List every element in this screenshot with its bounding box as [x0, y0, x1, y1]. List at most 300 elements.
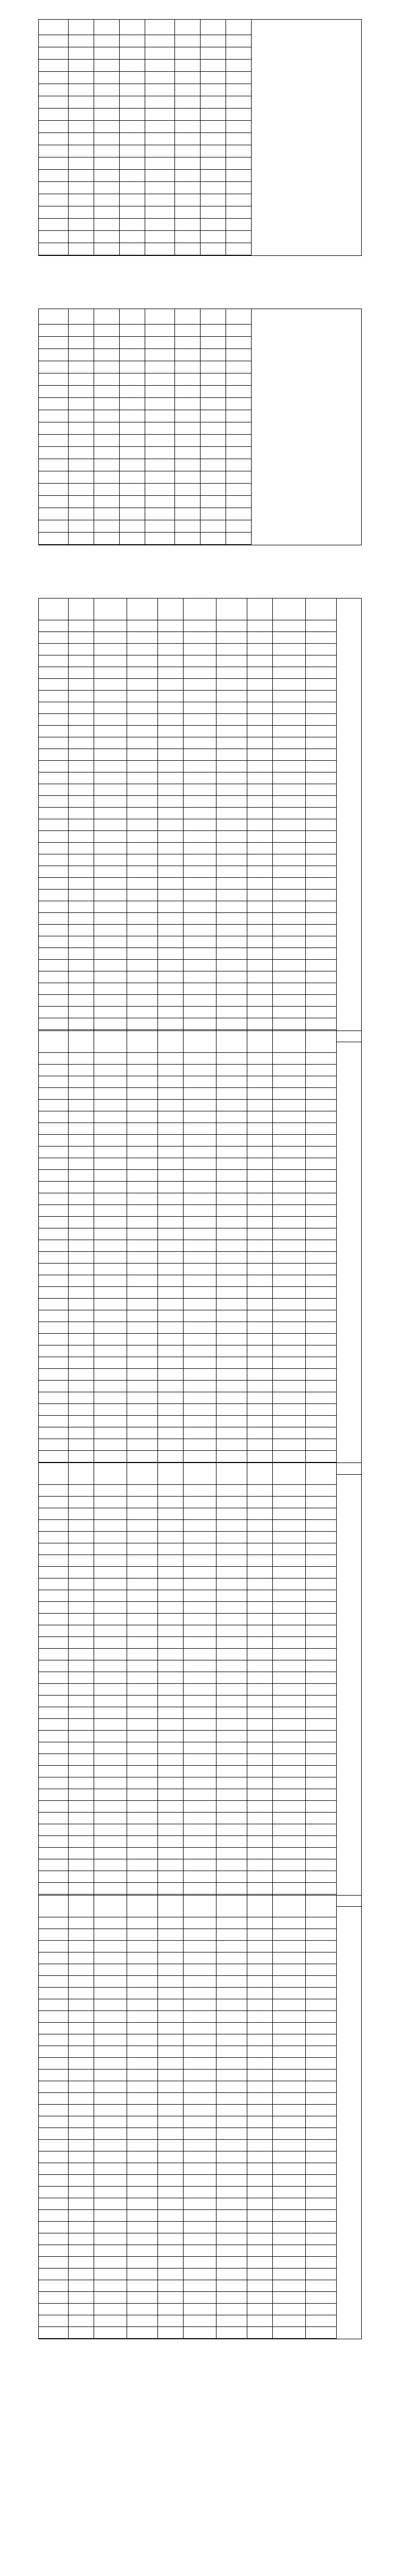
- value-cell: [184, 1813, 216, 1824]
- value-cell: [158, 1813, 184, 1824]
- value-cell: [158, 749, 184, 761]
- value-cell: [247, 1660, 273, 1672]
- value-cell: [226, 145, 252, 157]
- value-cell: [175, 459, 201, 471]
- value-cell: [94, 1789, 127, 1801]
- value-cell: [69, 1672, 94, 1684]
- value-cell: [94, 170, 120, 182]
- city-cell: [39, 1299, 69, 1310]
- city-cell: [39, 726, 69, 737]
- value-cell: [158, 1848, 184, 1859]
- value-cell: [158, 1485, 184, 1497]
- value-cell: [273, 960, 306, 971]
- value-cell: [273, 1543, 306, 1555]
- value-cell: [127, 2187, 158, 2198]
- value-cell: [127, 1988, 158, 1999]
- value-cell: [94, 819, 127, 831]
- value-cell: [127, 2327, 158, 2339]
- value-cell: [247, 1322, 273, 1334]
- value-cell: [158, 1416, 184, 1427]
- value-cell: [306, 1952, 337, 1964]
- value-cell: [69, 1205, 94, 1217]
- value-cell: [158, 1801, 184, 1813]
- value-cell: [216, 1252, 247, 1264]
- value-cell: [247, 726, 273, 737]
- value-cell: [69, 1357, 94, 1369]
- value-cell: [273, 819, 306, 831]
- value-cell: [184, 1485, 216, 1497]
- value-cell: [94, 2304, 127, 2315]
- value-cell: [158, 1789, 184, 1801]
- value-cell: [175, 47, 201, 60]
- city-cell: [39, 2023, 69, 2034]
- value-cell: [158, 2315, 184, 2327]
- value-cell: [69, 398, 94, 410]
- value-cell: [184, 1520, 216, 1532]
- value-cell: [127, 1193, 158, 1205]
- value-cell: [226, 84, 252, 96]
- city-cell: [39, 1637, 69, 1649]
- value-cell: [306, 878, 337, 890]
- value-cell: [273, 1497, 306, 1508]
- city-cell: [39, 1590, 69, 1602]
- value-cell: [216, 878, 247, 890]
- value-cell: [69, 1381, 94, 1392]
- value-cell: [226, 35, 252, 47]
- city-cell: [39, 2233, 69, 2245]
- value-cell: [69, 1625, 94, 1637]
- value-cell: [127, 1427, 158, 1439]
- value-cell: [127, 1555, 158, 1567]
- value-cell: [184, 1976, 216, 1988]
- value-cell: [69, 2105, 94, 2116]
- value-cell: [158, 1649, 184, 1660]
- value-cell: [94, 1508, 127, 1520]
- table-header-cell: [94, 309, 120, 325]
- value-cell: [94, 471, 120, 484]
- value-cell: [216, 1217, 247, 1228]
- value-cell: [247, 948, 273, 960]
- value-cell: [216, 901, 247, 913]
- value-cell: [273, 1053, 306, 1065]
- value-cell: [94, 1076, 127, 1088]
- value-cell: [306, 2198, 337, 2210]
- value-cell: [247, 1952, 273, 1964]
- city-cell: [39, 1485, 69, 1497]
- value-cell: [306, 2304, 337, 2315]
- value-cell: [306, 2128, 337, 2140]
- city-cell: [145, 72, 175, 84]
- city-cell: [39, 2070, 69, 2081]
- value-cell: [94, 714, 127, 726]
- value-cell: [306, 644, 337, 655]
- value-cell: [247, 1146, 273, 1158]
- value-cell: [247, 925, 273, 936]
- value-cell: [247, 772, 273, 784]
- value-cell: [184, 1754, 216, 1766]
- value-cell: [69, 632, 94, 644]
- value-cell: [120, 219, 145, 231]
- value-cell: [216, 1707, 247, 1719]
- value-cell: [247, 1859, 273, 1871]
- value-cell: [94, 2151, 127, 2163]
- value-cell: [201, 337, 226, 349]
- value-cell: [216, 960, 247, 971]
- city-cell: [39, 349, 69, 361]
- value-cell: [216, 2315, 247, 2327]
- value-cell: [69, 1848, 94, 1859]
- value-cell: [120, 182, 145, 194]
- value-cell: [94, 386, 120, 398]
- value-cell: [127, 1696, 158, 1707]
- value-cell: [216, 2233, 247, 2245]
- value-cell: [273, 632, 306, 644]
- value-cell: [273, 737, 306, 749]
- value-cell: [184, 2315, 216, 2327]
- value-cell: [69, 1508, 94, 1520]
- value-cell: [273, 644, 306, 655]
- value-cell: [94, 1625, 127, 1637]
- value-cell: [247, 1929, 273, 1941]
- value-cell: [184, 936, 216, 948]
- value-cell: [216, 936, 247, 948]
- value-cell: [127, 667, 158, 679]
- value-cell: [69, 96, 94, 109]
- value-cell: [69, 1404, 94, 1416]
- value-cell: [69, 520, 94, 533]
- value-cell: [226, 373, 252, 386]
- value-cell: [216, 784, 247, 796]
- value-cell: [69, 1497, 94, 1508]
- table-title: [0, 2, 400, 17]
- value-cell: [175, 84, 201, 96]
- value-cell: [158, 1053, 184, 1065]
- value-cell: [127, 1766, 158, 1777]
- value-cell: [175, 471, 201, 484]
- value-cell: [247, 878, 273, 890]
- value-cell: [158, 2093, 184, 2105]
- value-cell: [127, 1590, 158, 1602]
- value-cell: [247, 1719, 273, 1731]
- value-cell: [247, 749, 273, 761]
- value-cell: [127, 1719, 158, 1731]
- value-cell: [94, 398, 120, 410]
- value-cell: [273, 655, 306, 667]
- value-cell: [94, 1053, 127, 1065]
- value-cell: [127, 1123, 158, 1135]
- city-cell: [39, 1672, 69, 1684]
- city-cell: [39, 1310, 69, 1322]
- value-cell: [127, 1637, 158, 1649]
- value-cell: [158, 1602, 184, 1614]
- value-cell: [158, 1252, 184, 1264]
- value-cell: [184, 1088, 216, 1100]
- value-cell: [94, 194, 120, 206]
- value-cell: [216, 1789, 247, 1801]
- value-cell: [127, 2058, 158, 2070]
- value-cell: [94, 1976, 127, 1988]
- city-cell: [145, 447, 175, 459]
- value-cell: [94, 1381, 127, 1392]
- value-cell: [226, 496, 252, 508]
- value-cell: [216, 2304, 247, 2315]
- value-cell: [158, 1999, 184, 2011]
- value-cell: [69, 1917, 94, 1929]
- value-cell: [69, 243, 94, 255]
- value-cell: [226, 60, 252, 72]
- value-cell: [216, 2222, 247, 2233]
- value-cell: [69, 913, 94, 925]
- value-cell: [184, 1076, 216, 1088]
- value-cell: [216, 1381, 247, 1392]
- city-cell: [39, 1275, 69, 1287]
- value-cell: [94, 72, 120, 84]
- value-cell: [127, 1369, 158, 1381]
- value-cell: [273, 1532, 306, 1543]
- value-cell: [247, 2304, 273, 2315]
- value-cell: [306, 854, 337, 866]
- city-cell: [39, 925, 69, 936]
- value-cell: [273, 2116, 306, 2128]
- value-cell: [158, 2151, 184, 2163]
- value-cell: [306, 1275, 337, 1287]
- value-cell: [216, 1299, 247, 1310]
- value-cell: [158, 2233, 184, 2245]
- value-cell: [273, 1929, 306, 1941]
- value-cell: [94, 890, 127, 901]
- value-cell: [226, 133, 252, 145]
- value-cell: [127, 995, 158, 1007]
- city-cell: [145, 435, 175, 447]
- value-cell: [273, 1731, 306, 1742]
- value-cell: [127, 1917, 158, 1929]
- value-cell: [216, 1742, 247, 1754]
- city-cell: [145, 182, 175, 194]
- value-cell: [306, 843, 337, 854]
- value-cell: [273, 784, 306, 796]
- value-cell: [226, 206, 252, 219]
- value-cell: [127, 1614, 158, 1625]
- value-cell: [120, 447, 145, 459]
- city-cell: [39, 1917, 69, 1929]
- value-cell: [69, 1182, 94, 1193]
- value-cell: [273, 1088, 306, 1100]
- value-cell: [216, 1754, 247, 1766]
- value-cell: [120, 325, 145, 337]
- value-cell: [201, 533, 226, 545]
- value-cell: [226, 459, 252, 471]
- value-cell: [94, 157, 120, 170]
- value-cell: [306, 714, 337, 726]
- value-cell: [94, 1988, 127, 1999]
- value-cell: [216, 2128, 247, 2140]
- value-cell: [226, 361, 252, 373]
- value-cell: [216, 1416, 247, 1427]
- table-header-cell: [216, 1896, 247, 1917]
- value-cell: [69, 337, 94, 349]
- value-cell: [184, 1684, 216, 1696]
- value-cell: [247, 632, 273, 644]
- value-cell: [247, 679, 273, 691]
- value-cell: [247, 1427, 273, 1439]
- table-header-cell: [306, 599, 337, 620]
- value-cell: [127, 784, 158, 796]
- value-cell: [184, 913, 216, 925]
- city-cell: [39, 1555, 69, 1567]
- value-cell: [273, 2268, 306, 2280]
- value-cell: [247, 1287, 273, 1299]
- value-cell: [175, 157, 201, 170]
- value-cell: [306, 1976, 337, 1988]
- value-cell: [69, 386, 94, 398]
- table-header-cell: [158, 599, 184, 620]
- value-cell: [184, 2222, 216, 2233]
- value-cell: [94, 496, 120, 508]
- value-cell: [127, 1964, 158, 1976]
- value-cell: [94, 1322, 127, 1334]
- value-cell: [216, 1053, 247, 1065]
- value-cell: [184, 1731, 216, 1742]
- value-cell: [94, 2093, 127, 2105]
- value-cell: [247, 620, 273, 632]
- value-cell: [273, 2198, 306, 2210]
- value-cell: [120, 157, 145, 170]
- table-header-cell: [273, 1031, 306, 1053]
- value-cell: [273, 1719, 306, 1731]
- value-cell: [216, 772, 247, 784]
- city-cell: [39, 447, 69, 459]
- value-cell: [69, 349, 94, 361]
- value-cell: [216, 2081, 247, 2093]
- value-cell: [184, 1275, 216, 1287]
- value-cell: [127, 1322, 158, 1334]
- value-cell: [127, 726, 158, 737]
- value-cell: [158, 2187, 184, 2198]
- value-cell: [158, 831, 184, 843]
- value-cell: [273, 2292, 306, 2304]
- value-cell: [216, 890, 247, 901]
- value-cell: [247, 2070, 273, 2081]
- value-cell: [184, 1369, 216, 1381]
- value-cell: [69, 471, 94, 484]
- value-cell: [216, 2163, 247, 2175]
- city-cell: [145, 243, 175, 255]
- value-cell: [69, 1567, 94, 1578]
- value-cell: [158, 1532, 184, 1543]
- value-cell: [158, 2140, 184, 2151]
- value-cell: [184, 2058, 216, 2070]
- value-cell: [306, 620, 337, 632]
- value-cell: [120, 435, 145, 447]
- value-cell: [184, 1543, 216, 1555]
- value-cell: [247, 890, 273, 901]
- value-cell: [94, 435, 120, 447]
- value-cell: [216, 983, 247, 995]
- value-cell: [94, 1427, 127, 1439]
- value-cell: [216, 1719, 247, 1731]
- value-cell: [127, 1824, 158, 1836]
- value-cell: [69, 1813, 94, 1824]
- city-cell: [39, 667, 69, 679]
- table-header-cell: [184, 1463, 216, 1485]
- value-cell: [120, 47, 145, 60]
- value-cell: [94, 960, 127, 971]
- city-cell: [145, 35, 175, 47]
- value-cell: [127, 890, 158, 901]
- value-cell: [216, 1158, 247, 1170]
- value-cell: [216, 1999, 247, 2011]
- city-cell: [39, 2140, 69, 2151]
- table-header-cell: [69, 1463, 94, 1485]
- city-cell: [39, 1508, 69, 1520]
- city-cell: [39, 35, 69, 47]
- value-cell: [69, 1532, 94, 1543]
- value-cell: [158, 1696, 184, 1707]
- value-cell: [94, 866, 127, 878]
- table-header-cell: [39, 1031, 69, 1053]
- value-cell: [306, 2011, 337, 2023]
- city-cell: [39, 1088, 69, 1100]
- value-cell: [273, 808, 306, 819]
- value-cell: [69, 1193, 94, 1205]
- value-cell: [306, 1742, 337, 1754]
- value-cell: [273, 866, 306, 878]
- value-cell: [94, 1614, 127, 1625]
- value-cell: [216, 1334, 247, 1345]
- value-cell: [69, 1275, 94, 1287]
- city-cell: [39, 484, 69, 496]
- value-cell: [306, 2292, 337, 2304]
- value-cell: [184, 761, 216, 772]
- value-cell: [69, 644, 94, 655]
- city-cell: [39, 1941, 69, 1952]
- value-cell: [273, 971, 306, 983]
- value-cell: [158, 1684, 184, 1696]
- value-cell: [184, 1999, 216, 2011]
- value-cell: [94, 726, 127, 737]
- value-cell: [273, 1299, 306, 1310]
- value-cell: [127, 2105, 158, 2116]
- value-cell: [184, 1917, 216, 1929]
- value-cell: [184, 1193, 216, 1205]
- value-cell: [216, 819, 247, 831]
- value-cell: [184, 1287, 216, 1299]
- value-cell: [94, 1264, 127, 1275]
- city-cell: [145, 170, 175, 182]
- city-cell: [145, 337, 175, 349]
- value-cell: [306, 1088, 337, 1100]
- value-cell: [158, 1123, 184, 1135]
- value-cell: [306, 1100, 337, 1111]
- value-cell: [158, 1146, 184, 1158]
- value-cell: [216, 1182, 247, 1193]
- value-cell: [226, 219, 252, 231]
- value-cell: [216, 925, 247, 936]
- value-cell: [247, 1766, 273, 1777]
- value-cell: [226, 325, 252, 337]
- value-cell: [184, 1696, 216, 1707]
- value-cell: [247, 714, 273, 726]
- value-cell: [247, 1170, 273, 1182]
- value-cell: [158, 1976, 184, 1988]
- value-cell: [158, 1158, 184, 1170]
- city-cell: [39, 1111, 69, 1123]
- value-cell: [127, 1100, 158, 1111]
- value-cell: [216, 1287, 247, 1299]
- value-cell: [69, 170, 94, 182]
- value-cell: [158, 2070, 184, 2081]
- value-cell: [306, 1299, 337, 1310]
